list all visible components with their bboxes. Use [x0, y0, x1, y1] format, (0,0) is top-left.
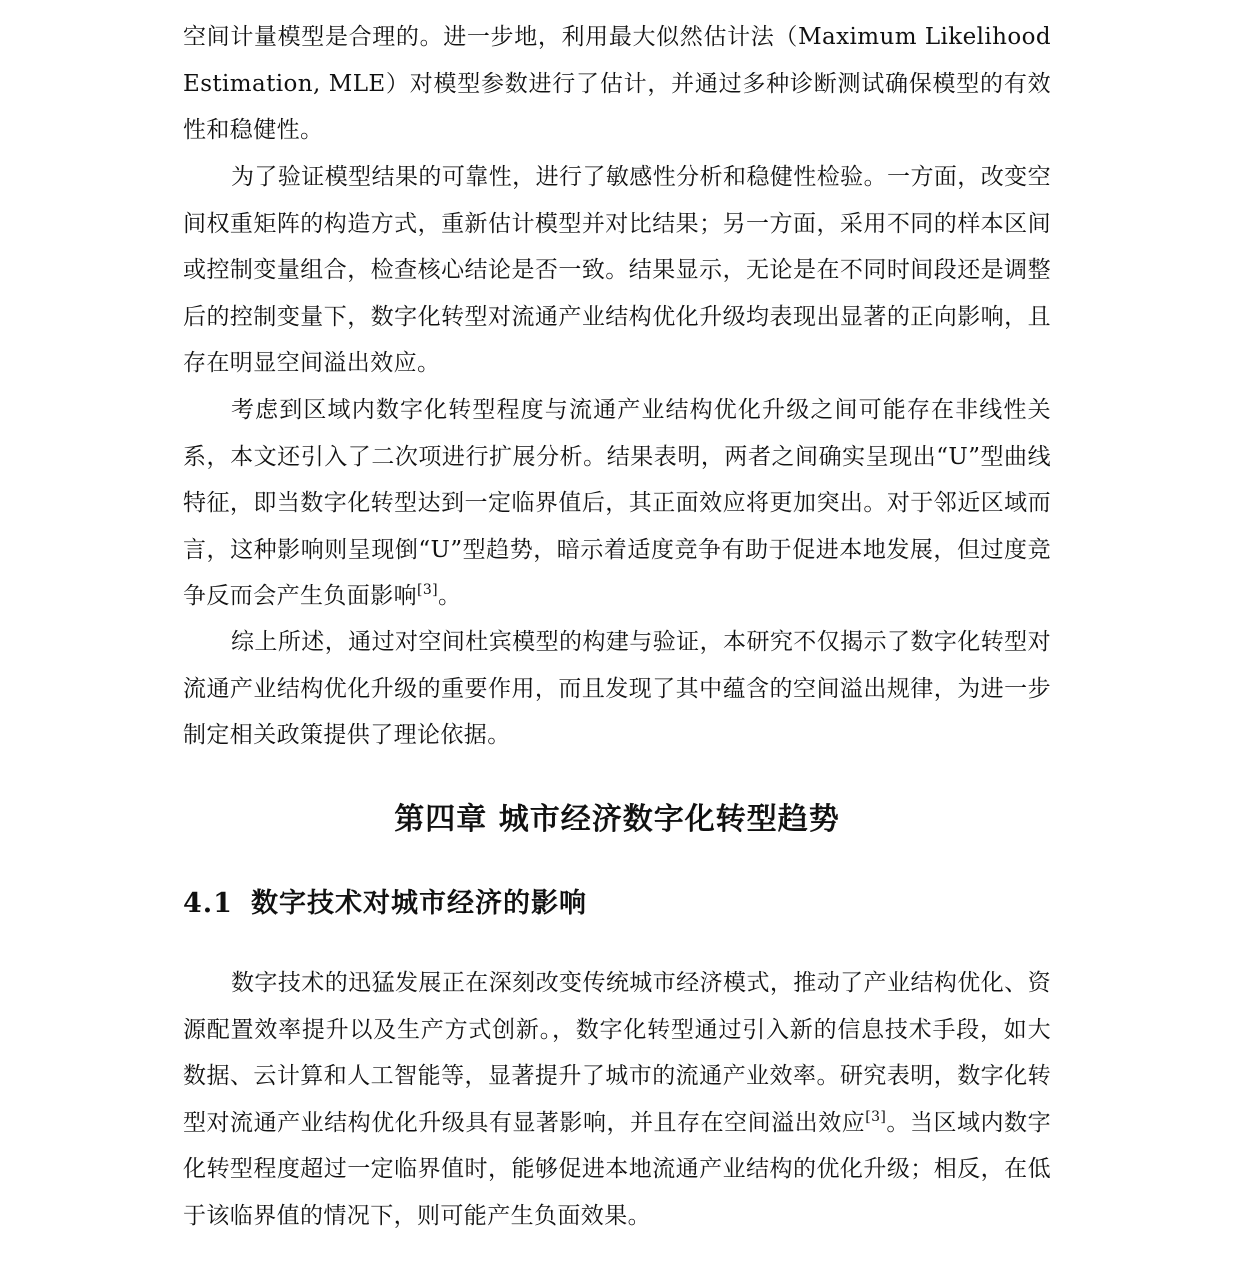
- body-paragraph-4: 综上所述，通过对空间杜宾模型的构建与验证，本研究不仅揭示了数字化转型对流通产业结构优化升级的重要作用，而且发现了其中蕴含的空间溢出规律，为进一步制定相关政策提供了理论依据。: [183, 629, 1051, 748]
- section-heading: [183, 886, 1051, 922]
- section-title: 数字技术对城市经济的影响: [250, 888, 587, 919]
- body-paragraph-1: 空间计量模型是合理的。进一步地，利用最大似然估计法（Maximum Likelihood Estimation, MLE）对模型参数进行了估计，并通过多种诊断测试确保模型的有效性和稳健性。: [183, 24, 1051, 143]
- paragraph-text-tail: 。: [438, 583, 462, 609]
- paragraph-text: 数字技术的迅猛发展正在深刻改变传统城市经济模式，推动了产业结构优化、资源配置效率提升以及生产方式创新。，数字化转型通过引入新的信息技术手段，如大数据、云计算和人工智能等，显著提升了城市的流通产业效率。研究表明，数字化转型对流通产业结构优化升级具有显著影响，并且存在空间溢出效应: [183, 970, 1051, 1136]
- chapter-title: 第四章 城市经济数字化转型趋势: [394, 802, 840, 837]
- body-paragraph-3: [183, 387, 1051, 620]
- paragraph-text-tail: 。当区域内数字化转型程度超过一定临界值时，能够促进本地流通产业结构的优化升级；相反，在低于该临界值的情况下，则可能产生负面效果。: [183, 1109, 1051, 1229]
- citation-reference: [3]: [417, 582, 439, 598]
- body-paragraph-2: 为了验证模型结果的可靠性，进行了敏感性分析和稳健性检验。一方面，改变空间权重矩阵的构造方式，重新估计模型并对比结果；另一方面，采用不同的样本区间或控制变量组合，检查核心结论是否一致。结果显示，无论是在不同时间段还是调整后的控制变量下，数字化转型对流通产业结构优化升级均表现出显著的正向影响，且存在明显空间溢出效应。: [183, 164, 1051, 376]
- citation-reference: [3]: [865, 1108, 887, 1125]
- paragraph-text: 考虑到区域内数字化转型程度与流通产业结构优化升级之间可能存在非线性关系，本文还引入了二次项进行扩展分析。结果表明，两者之间确实呈现出“U”型曲线特征，即当数字化转型达到一定临界值后，其正面效应将更加突出。对于邻近区域而言，这种影响则呈现倒“U”型趋势，暗示着适度竞争有助于促进本地发展，但过度竞争反而会产生负面影响: [183, 397, 1051, 609]
- section-number: 4.1: [183, 888, 233, 919]
- body-paragraph-5: [183, 960, 1051, 1239]
